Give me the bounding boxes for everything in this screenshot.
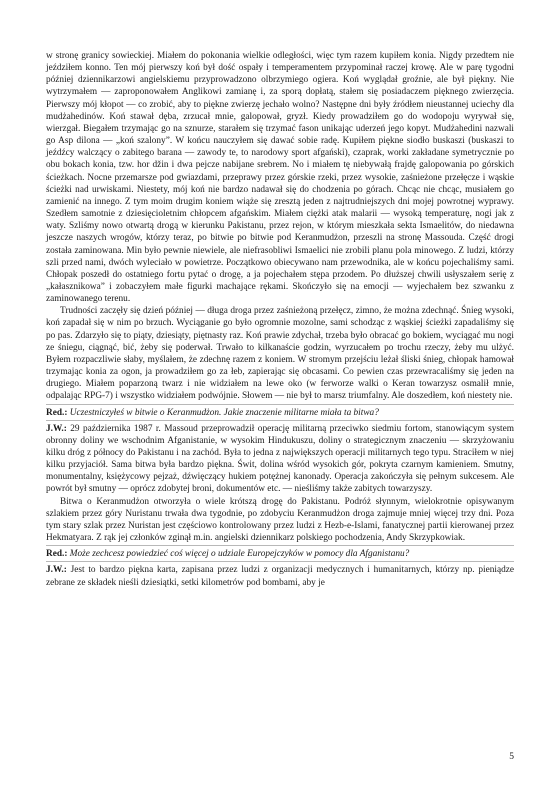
question-divider — [46, 420, 514, 421]
question-divider — [46, 404, 514, 405]
answer-text: 29 października 1987 r. Massoud przeprowadził operację militarną przeciwko siedmiu fortom, stanowiącym system obronny doliny we wschodnim Afganistanie, w wysokim Hindukuszu, doliny o strategicznym znaczeniu — skrzyżowaniu kilku dróg z północy do Pakistanu i na zachód. Była to jedna z największych operacji militarnych tego typu. Straciłem w niej kilku przyjaciół. Sama bitwa była bardzo piękna. Świt, dolina wśród wysokich gór, pokryta czarnym kamieniem. Smutny, monumentalny, księżycowy pejzaż, dźwięczący hukiem potężnej kanonady. Operacja zakończyła się pełnym sukcesem. Ale powrót był smutny — oprócz zdobytej broni, dokumentów etc. — nieśliśmy także zabitych towarzyszy. — [46, 423, 514, 495]
speaker-label-jw: J.W.: — [46, 565, 67, 576]
paragraph-horse: w stronę granicy sowieckiej. Miałem do pokonania wielkie odległości, więc tym razem kupiłem konia. Nigdy przedtem nie jeździłem konno. Ten mój pierwszy koń był dość ospały i temperamentem przypominał raczej krowę. Ale w parę tygodni później dziennikarzowi angielskiemu przyprowadzono olbrzymiego ogiera. Koń wyglądał groźnie, ale był piękny. Nie wytrzymałem — zaproponowałem Anglikowi zamianę i, za sporą dopłatą, stałem się posiadaczem pięknego zwierzęcia. Pierwszy mój kłopot — co zrobić, aby to piękne zwierzę jechało wolno? Następne dni były źródłem nieustannej uciechy dla mudżahedinów. Koń stawał dęba, zrzucał mnie, galopował, gryzł. Kiedy prowadziłem go do wodopoju wyrywał się, wierzgał. Biegałem trzymając go na sznurze, starałem się trzymać fason unikając uderzeń jego kopyt. Mudżahedini nazwali go Asp dilona — „koń szalony”. W końcu nauczyłem się dawać sobie radę. Kupiłem piękne siodło buskaszi (buskaszi to jeźdźcy walczący o zabitego barana — zawody te, to narodowy sport afgański), czaprak, worki zakładane symetrycznie po obu bokach konia, tzw. hor džin i dwa pejcze nabijane srebrem. No i miałem tę niebywałą frajdę galopowania po górskich ścieżkach. Nocne przemarsze pod gwiazdami, przeprawy przez górskie rzeki, przez wysokie, zaśnieżone przełęcze i wąskie ścieżki nad urwiskami. Niestety, mój koń nie bardzo nadawał się do chodzenia po górach. Chcąc nie chcąc, musiałem go zamienić na innego. Z tym moim drugim koniem wiąże się zresztą jeden z najtrudniejszych dni mojej powrotnej wyprawy. Szedłem samotnie z dziesięcioletnim chłopcem afgańskim. Miałem ciężki atak malarii — wysoką temperaturę, nogi jak z waty. Szliśmy nowo otwartą drogą w kierunku Pakistanu, przez rejon, w którym mieszkała sekta Ismaelitów, do niedawna jeszcze naszych wrogów, którzy teraz, po bitwie po bitwie pod Keranmudżon, przeszli na stronę Massouda. Część drogi została zaminowana. Min było pewnie niewiele, ale niefrasobliwi Ismaelici nie zrobili planu pola minowego. Z ludzi, którzy szli przed nami, dwóch wyleciało w powietrze. Początkowo obiecywano nam przewodnika, ale w końcu pojechaliśmy sami. Chłopak poszedł do ostatniego fortu pytać o drogę, a ja pojechałem stępa przodem. Po dłuższej chwili usłyszałem serię z „kałasznikowa” i zobaczyłem małe figurki machające rękami. Skończyło się na emocji — wyjechałem bez szwanku z zaminowanego terenu. — [46, 51, 514, 305]
speaker-label-editor: Red.: — [46, 407, 68, 418]
interview-question — [46, 407, 514, 419]
paragraph-keranmudzon: Bitwa o Keranmudżon otworzyła o wiele krótszą drogę do Pakistanu. Podróż słynnym, wielokrotnie opisywanym szlakiem przez góry Nuristanu trwała dwa tygodnie, po zdobyciu Keranmudżon droga zajmuje mniej więcej trzy dni. Poza tym stary szlak przez Nuristan jest częściowo kontrolowany przez ludzi z Hezb-e-Islami, fanatycznej partii kierowanej przez Hekmatyara. Z rąk jej członków zginął m.in. angielski dziennikarz polskiego pochodzenia, Andy Skrzypkowiak. — [46, 496, 514, 544]
interview-question — [46, 548, 514, 560]
question-divider — [46, 545, 514, 546]
question-divider — [46, 561, 514, 562]
answer-text: Jest to bardzo piękna karta, zapisana przez ludzi z organizacji medycznych i humanitarnych, którzy np. pieniądze zebrane ze składek nieśli dziesiątki, setki kilometrów pod bombami, aby je — [46, 565, 514, 588]
speaker-label-editor: Red.: — [46, 549, 68, 560]
interview-answer — [46, 423, 514, 496]
speaker-label-jw: J.W.: — [46, 423, 67, 434]
article-body — [46, 50, 514, 589]
question-text: Może zechcesz powiedzieć coś więcej o udziale Europejczyków w pomocy dla Afganistanu? — [69, 549, 410, 560]
paragraph-pass-crossing: Trudności zaczęły się dzień później — długa droga przez zaśnieżoną przełęcz, zimno, że można zdechnąć. Śnieg wysoki, koń zapadał się w nim po brzuch. Wyciąganie go było ogromnie mozolne, sami schodząc z wąskiej ścieżki zapadaliśmy się po pas. Zdarzyło się to piąty, dziesiąty, piętnasty raz. Koń prawie zdychał, trzeba było obracać go bokiem, wyciągać mu nogi ze śniegu, ciągnąć, bić, żeby się poderwał. Trwało to kilkanaście godzin, wyrzucałem po trochu rzeczy, żeby mu ulżyć. Byłem rozpaczliwie słaby, myślałem, że zdechnę razem z koniem. W stromym przejściu leżał śliski śnieg, chłopak hamował trzymając konia za ogon, ja prowadziłem go za łeb, zapierając się obcasami. Co pewien czas przewracaliśmy się jeden na drugiego. Miałem poparzoną twarz i nie widziałem na lewe oko (w ferworze walki o Keran towarzysz osmalił mnie, odpalając RPG-7) i wszystko widziałem podwójnie. Słowem — nie był to marsz triumfalny. Ale doszedłem, koń niestety nie. — [46, 306, 514, 402]
question-text: Uczestniczyłeś w bitwie o Keranmudżon. Jakie znaczenie militarne miała ta bitwa? — [69, 407, 379, 418]
page-number: 5 — [509, 752, 514, 762]
interview-answer — [46, 564, 514, 588]
